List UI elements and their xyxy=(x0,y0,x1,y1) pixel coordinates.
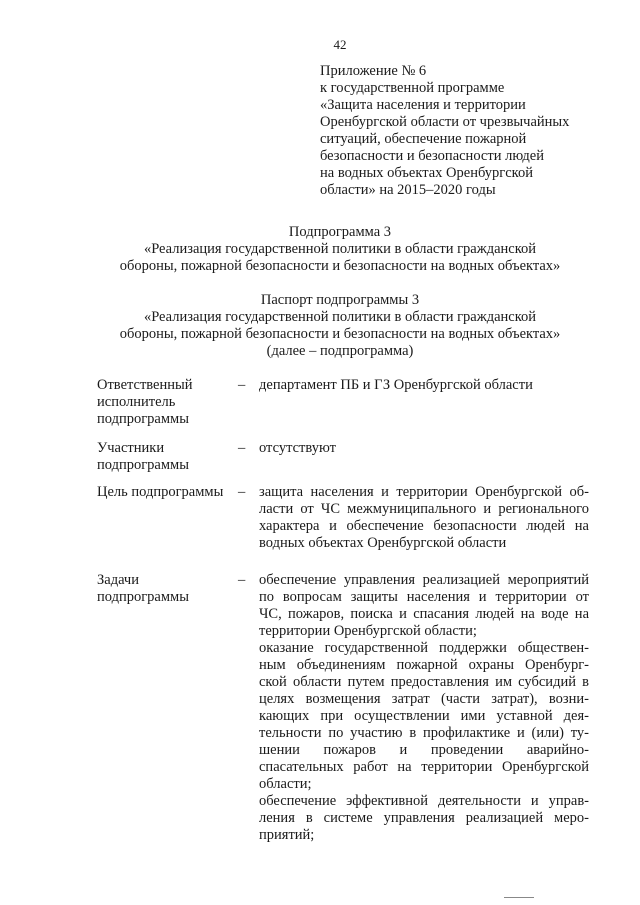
appendix-block xyxy=(320,63,600,199)
row-value-line: отсутствуют xyxy=(259,440,336,456)
row-dash: – xyxy=(238,377,246,393)
row-value-line: приятий; xyxy=(259,827,315,843)
row-label-line: подпрограммы xyxy=(97,589,189,605)
row-value-line: ления в системе управления реализацией меро- xyxy=(259,810,589,826)
appendix-line: Оренбургской области от чрезвычайных xyxy=(320,114,570,130)
row-value-line: по вопросам защиты населения и территории от xyxy=(259,589,589,605)
row-label-line: Цель подпрограммы xyxy=(97,484,224,500)
row-value-line: спасательных работ на территории Оренбургской xyxy=(259,759,589,775)
row-value xyxy=(259,377,589,394)
row-value-line: водных объектах Оренбургской области xyxy=(259,535,507,551)
row-value-line: защита населения и территории Оренбургской об- xyxy=(259,484,589,500)
row-value-line: ЧС, пожаров, поиска и спасания людей на воде на xyxy=(259,606,589,622)
row-label-line: Участники xyxy=(97,440,165,456)
appendix-line: на водных объектах Оренбургской xyxy=(320,165,533,181)
row-value-line: ным объединениям пожарной охраны Оренбург- xyxy=(259,657,589,673)
row-value-line: обеспечение управления реализацией мероприятий xyxy=(259,572,589,588)
subprogram-name-line-1: «Реализация государственной политики в области гражданской xyxy=(143,241,537,257)
row-value xyxy=(259,484,589,552)
appendix-line: безопасности и безопасности людей xyxy=(320,148,544,164)
page-number: 42 xyxy=(333,37,347,52)
subprogram-title xyxy=(60,224,620,275)
row-label-line: подпрограммы xyxy=(97,411,189,427)
row-value-line: целях возмещения затрат (части затрат), возни- xyxy=(259,691,589,707)
row-label xyxy=(97,484,237,501)
appendix-line: области» на 2015–2020 годы xyxy=(320,182,496,198)
appendix-line: к государственной программе xyxy=(320,80,505,96)
footer-divider xyxy=(504,897,534,898)
row-value-line: области; xyxy=(259,776,312,792)
subprogram-heading: Подпрограмма 3 xyxy=(288,224,392,240)
passport-name-line-3: (далее – подпрограмма) xyxy=(266,343,414,359)
row-value-line: обеспечение эффективной деятельности и управ- xyxy=(259,793,589,809)
row-value-line: тельности по участию в профилактике и (или) ту- xyxy=(259,725,589,741)
row-label xyxy=(97,572,237,606)
row-label-line: подпрограммы xyxy=(97,457,189,473)
row-label xyxy=(97,440,237,474)
row-value-line: шении пожаров и проведении аварийно- xyxy=(259,742,589,758)
appendix-line: Приложение № 6 xyxy=(320,63,427,79)
row-dash: – xyxy=(238,440,246,456)
subprogram-name-line-2: обороны, пожарной безопасности и безопасности на водных объектах» xyxy=(119,258,561,274)
row-dash: – xyxy=(238,572,246,588)
passport-heading: Паспорт подпрограммы 3 xyxy=(260,292,420,308)
row-value-line: ласти от ЧС межмуниципального и регионального xyxy=(259,501,589,517)
row-label-line: Задачи xyxy=(97,572,139,588)
row-value-line: оказание государственной поддержки обществен- xyxy=(259,640,589,656)
appendix-line: ситуаций, обеспечение пожарной xyxy=(320,131,527,147)
row-label-line: Ответственный xyxy=(97,377,193,393)
row-value-line: ской области путем предоставления им субсидий в xyxy=(259,674,589,690)
row-label xyxy=(97,377,237,428)
row-value-line: кающих при осуществлении ими уставной дея- xyxy=(259,708,589,724)
row-value-line: характера и обеспечение безопасности людей на xyxy=(259,518,589,534)
appendix-line: «Защита населения и территории xyxy=(320,97,526,113)
passport-name-line-1: «Реализация государственной политики в области гражданской xyxy=(143,309,537,325)
row-label-line: исполнитель xyxy=(97,394,176,410)
row-value xyxy=(259,572,589,844)
passport-title xyxy=(60,292,620,360)
passport-name-line-2: обороны, пожарной безопасности и безопасности на водных объектах» xyxy=(119,326,561,342)
row-value-line: территории Оренбургской области; xyxy=(259,623,477,639)
row-dash: – xyxy=(238,484,246,500)
row-value xyxy=(259,440,589,457)
row-value-line: департамент ПБ и ГЗ Оренбургской области xyxy=(259,377,533,393)
